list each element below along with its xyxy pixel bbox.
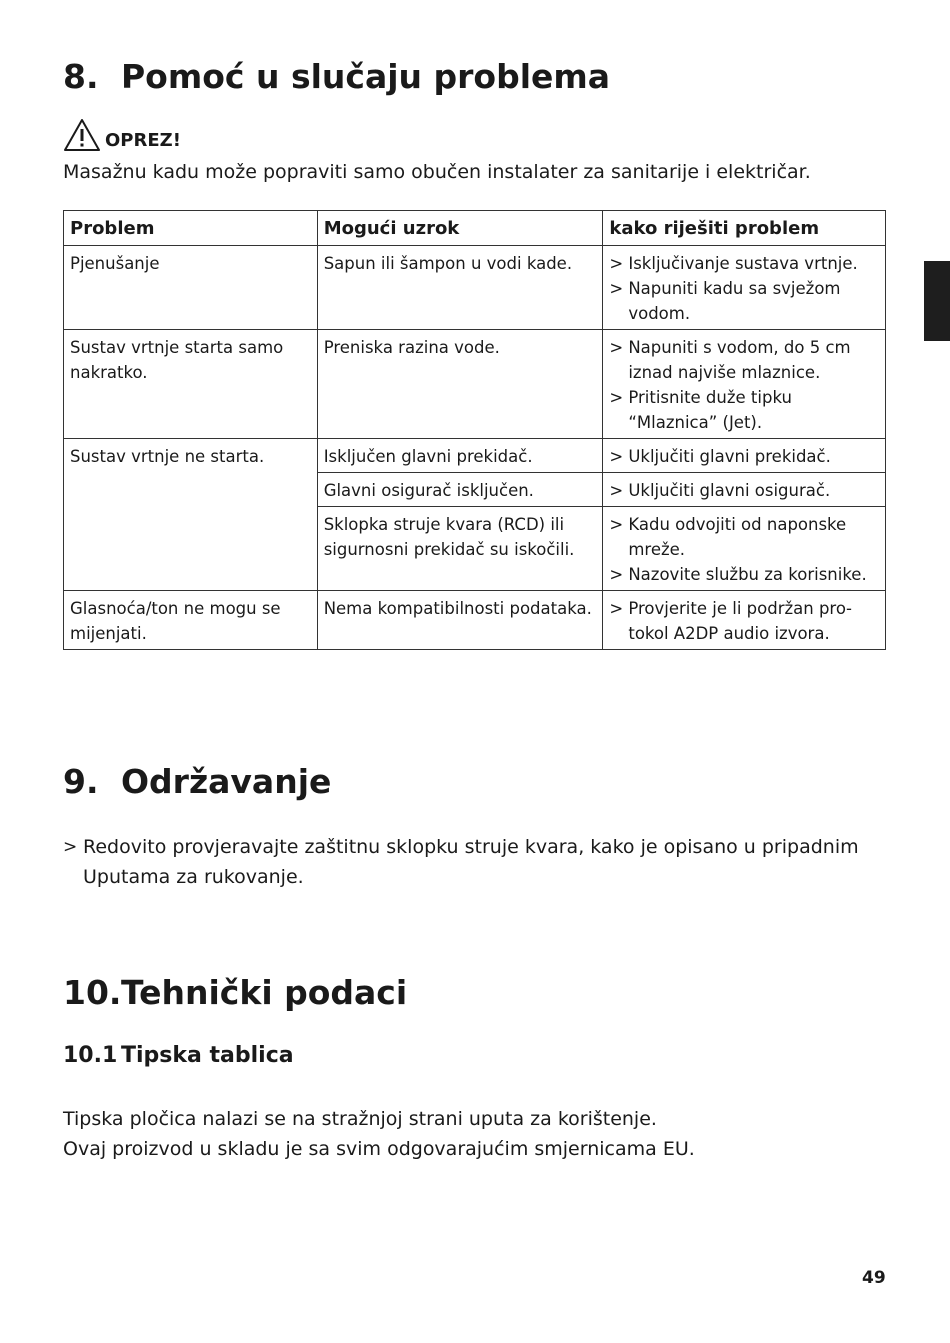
arrow-marker: >	[609, 481, 624, 500]
troubleshooting-table	[63, 210, 886, 650]
section-9-title: Održavanje	[121, 762, 332, 801]
problem-cell: Sustav vrtnje starta samo nakratko.	[64, 330, 318, 439]
section-9-number: 9.	[63, 762, 99, 801]
section-8-title: Pomoć u slučaju problema	[121, 57, 611, 96]
solution-item	[609, 276, 879, 326]
arrow-marker: >	[609, 338, 624, 357]
arrow-marker: >	[609, 565, 624, 584]
solution-text: Uključiti glavni osigurač.	[628, 481, 831, 500]
table-row	[64, 591, 886, 650]
maintenance-bullet	[63, 832, 873, 892]
solution-text: Pritisnite duže tipku “Mlaznica” (Jet).	[628, 388, 792, 432]
header-problem: Problem	[64, 211, 318, 246]
caution-label: OPREZ!	[105, 130, 181, 151]
solution-cell	[603, 473, 886, 507]
cause-cell: Glavni osigurač isključen.	[317, 473, 603, 507]
cause-cell: Sapun ili šampon u vodi kade.	[317, 246, 603, 330]
section-8-number: 8.	[63, 57, 99, 96]
table-row	[64, 507, 886, 591]
tech-data-line-2: Ovaj proizvod u skladu je sa svim odgovarajućim smjernicama EU.	[63, 1138, 695, 1160]
section-9-heading	[63, 762, 332, 801]
caution-text: Masažnu kadu može popraviti samo obučen instalater za sanitarije i električar.	[63, 161, 811, 183]
table-row	[64, 246, 886, 330]
solution-item	[609, 251, 879, 276]
arrow-marker: >	[609, 388, 624, 407]
solution-cell	[603, 246, 886, 330]
solution-text: Kadu odvojiti od naponske mreže.	[628, 515, 847, 559]
section-10-heading	[63, 973, 408, 1012]
solution-item	[609, 478, 879, 503]
section-10-number: 10.	[63, 973, 122, 1012]
warning-triangle-icon	[63, 118, 101, 152]
header-cause: Mogući uzrok	[317, 211, 603, 246]
problem-cell: Glasnoća/ton ne mogu se mijenjati.	[64, 591, 318, 650]
section-10-title: Tehnički podaci	[121, 973, 408, 1012]
solution-cell	[603, 330, 886, 439]
table-row	[64, 439, 886, 473]
problem-cell: Sustav vrtnje ne starta.	[64, 439, 318, 473]
subsection-10-1-heading	[63, 1045, 294, 1067]
solution-text: Napuniti kadu sa svježom vodom.	[628, 279, 841, 323]
solution-text: Napuniti s vodom, do 5 cm iznad najviše mlaznice.	[628, 338, 851, 382]
cause-cell: Isključen glavni prekidač.	[317, 439, 603, 473]
arrow-marker: >	[609, 599, 624, 618]
header-solution: kako riješiti problem	[603, 211, 886, 246]
problem-cell: Pjenušanje	[64, 246, 318, 330]
solution-item	[609, 335, 879, 385]
cause-cell: Nema kompatibilnosti podataka.	[317, 591, 603, 650]
arrow-marker: >	[609, 254, 624, 273]
solution-item	[609, 512, 879, 562]
solution-text: Isključivanje sustava vrtnje.	[628, 254, 858, 273]
table-row	[64, 473, 886, 507]
arrow-marker: >	[609, 447, 624, 466]
solution-text: Nazovite službu za korisnike.	[628, 565, 867, 584]
problem-cell	[64, 507, 318, 591]
solution-cell	[603, 591, 886, 650]
solution-text: Uključiti glavni prekidač.	[628, 447, 831, 466]
solution-item	[609, 385, 879, 435]
solution-text: Provjerite je li podržan protokol A2DP audio izvora.	[628, 599, 852, 643]
tech-data-line-1: Tipska pločica nalazi se na stražnjoj strani uputa za korištenje.	[63, 1108, 657, 1130]
cause-cell: Sklopka struje kvara (RCD) ili sigurnosni prekidač su iskočili.	[317, 507, 603, 591]
subsection-title: Tipska tablica	[121, 1043, 294, 1068]
solution-cell	[603, 439, 886, 473]
subsection-number: 10.1	[63, 1043, 118, 1068]
arrow-marker: >	[609, 515, 624, 534]
problem-cell	[64, 473, 318, 507]
solution-item	[609, 444, 879, 469]
solution-item	[609, 562, 879, 587]
solution-cell	[603, 507, 886, 591]
caution-block	[63, 118, 181, 152]
table-header-row	[64, 211, 886, 246]
arrow-marker: >	[609, 279, 624, 298]
page-number: 49	[862, 1268, 886, 1288]
table-row	[64, 330, 886, 439]
maintenance-text: Redovito provjeravajte zaštitnu sklopku struje kvara, kako je opisano u pripadnim Uputama za rukovanje.	[83, 836, 859, 888]
arrow-marker: >	[63, 837, 78, 857]
chapter-tab-marker	[924, 261, 950, 341]
section-8-heading	[63, 57, 611, 96]
solution-item	[609, 596, 879, 646]
cause-cell: Preniska razina vode.	[317, 330, 603, 439]
